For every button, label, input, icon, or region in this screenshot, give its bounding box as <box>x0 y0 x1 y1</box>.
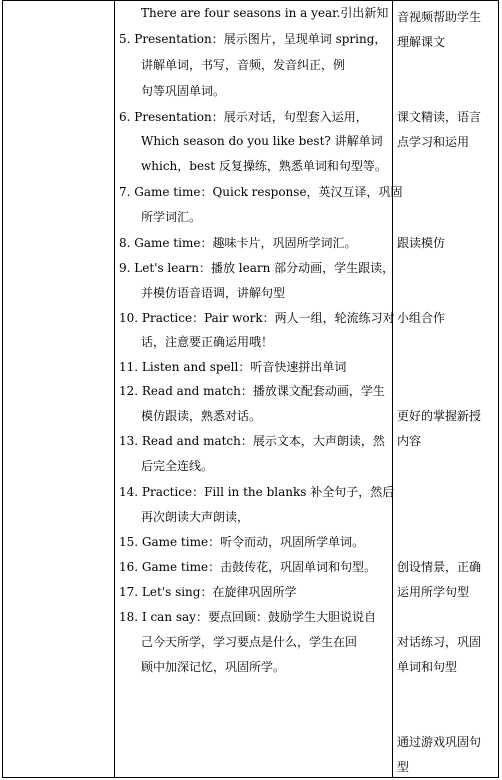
step-line: 句等巩固单词。 <box>141 84 226 98</box>
intent-line: 理解课文 <box>397 35 446 49</box>
step-line: Which season do you like best? 讲解单词 <box>141 134 383 148</box>
step-line: 并模仿语音语调，讲解句型 <box>141 286 286 300</box>
intent-line: 点学习和运用 <box>397 135 470 149</box>
intent-line: 课文精读，语言 <box>397 110 482 124</box>
step-line: which，best 反复操练，熟悉单词和句型等。 <box>141 159 387 173</box>
intent-line: 更好的掌握新授 <box>397 409 482 423</box>
intent-line: 内容 <box>397 434 422 448</box>
step-line: 顾中加深记忆，巩固所学。 <box>141 660 286 674</box>
step-line: 12. Read and match：播放课文配套动画，学生 <box>119 384 385 398</box>
step-line: 15. Game time：听令而动，巩固所学单词。 <box>119 535 365 549</box>
design-intent-column <box>393 1 498 777</box>
step-line: 话，注意要正确运用哦！ <box>141 335 274 349</box>
intent-line: 型 <box>397 760 410 774</box>
left-empty-column <box>3 1 115 777</box>
step-line: 再次朗读大声朗读， <box>141 510 250 524</box>
step-line: 5. Presentation：展示图片，呈现单词 spring， <box>119 32 387 46</box>
step-line: 16. Game time：击鼓传花，巩固单词和句型。 <box>119 560 377 574</box>
step-line: 后完全连线。 <box>141 459 214 473</box>
step-line: 11. Listen and spell：听音快速拼出单词 <box>119 360 347 374</box>
intent-line: 运用所学句型 <box>397 585 470 599</box>
step-line: There are four seasons in a year.引出新知 <box>141 6 389 20</box>
step-line: 己今天所学，学习要点是什么，学生在回 <box>141 635 358 649</box>
step-line: 13. Read and match：展示文本，大声朗读，然 <box>119 434 385 448</box>
step-line: 17. Let's sing：在旋律巩固所学 <box>119 585 297 599</box>
intent-line: 小组合作 <box>397 311 446 325</box>
intent-line: 单词和句型 <box>397 660 458 674</box>
intent-line: 对话练习，巩固 <box>397 635 482 649</box>
intent-line: 音视频帮助学生 <box>397 10 482 24</box>
step-line: 7. Game time：Quick response，英汉互译，巩固 <box>119 185 403 199</box>
intent-line: 创设情景，正确 <box>397 560 482 574</box>
step-line: 10. Practice：Pair work：两人一组，轮流练习对 <box>119 311 395 325</box>
step-line: 18. I can say：要点回顾：鼓励学生大胆说说自 <box>119 610 376 624</box>
step-line: 所学词汇。 <box>141 210 202 224</box>
step-line: 讲解单词，书写，音频，发音纠正，例 <box>141 58 346 72</box>
lesson-plan-table <box>2 0 499 778</box>
intent-line: 通过游戏巩固句 <box>397 735 482 749</box>
intent-line: 跟读模仿 <box>397 236 446 250</box>
step-line: 9. Let's learn：播放 learn 部分动画，学生跟读， <box>119 261 395 275</box>
step-line: 6. Presentation：展示对话，句型套入运用， <box>119 110 368 124</box>
step-line: 模仿跟读，熟悉对话。 <box>141 409 262 423</box>
teaching-steps-column <box>115 1 403 777</box>
step-line: 8. Game time：趣味卡片，巩固所学词汇。 <box>119 236 357 250</box>
step-line: 14. Practice：Fill in the blanks 补全句子，然后 <box>119 485 395 499</box>
